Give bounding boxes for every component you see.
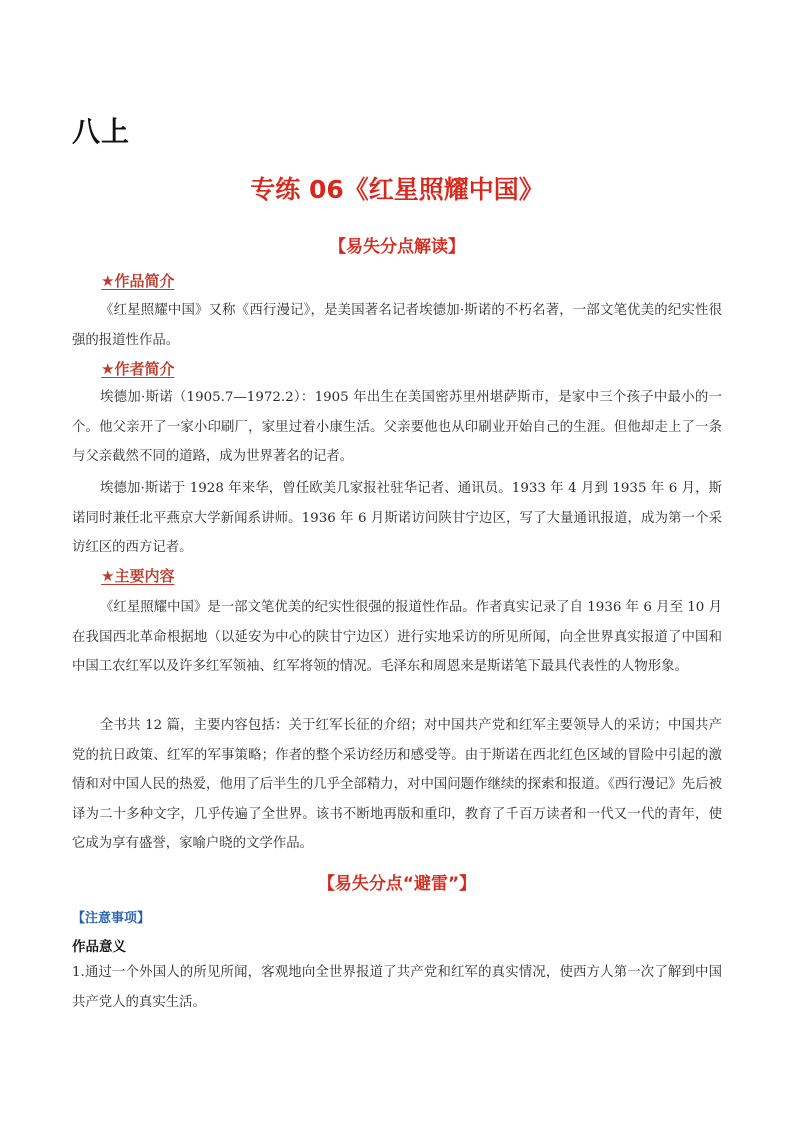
section-heading-avoid: 【易失分点“避雷”】 bbox=[317, 874, 477, 894]
section-heading-analysis: 【易失分点解读】 bbox=[329, 237, 465, 257]
subheading-main-content: ★主要内容 bbox=[101, 567, 175, 585]
paragraph-content-2: 全书共 12 篇，主要内容包括：关于红军长征的介绍；对中国共产党和红军主要领导人的采访；中国共产党的抗日政策、红军的军事策略；作者的整个采访经历和感受等。由于斯诺在西北红色区域的冒险中引起的激情和对中国人民的热爱，他用了后半生的几乎全部精力，对中国问题作继续的探索和报道。《西行漫记》先后被译为二十多种文字，几乎传遍了全世界。该书不断地再版和重印，教育了千百万读者和一代又一代的青年，使它成为享有盛誉，家喻户晓的文学作品。 bbox=[72, 718, 722, 852]
grade-label: 八上 bbox=[72, 115, 131, 148]
notes-label: 【注意事项】 bbox=[72, 911, 151, 926]
subheading-work-intro: ★作品简介 bbox=[101, 272, 175, 290]
significance-item-1: 1.通过一个外国人的所见所闻，客观地向全世界报道了共产党和红军的真实情况，使西方人第一次了解到中国共产党人的真实生活。 bbox=[72, 965, 722, 1010]
paragraph-work-intro: 《红星照耀中国》又称《西行漫记》，是美国著名记者埃德加·斯诺的不朽名著，一部文笔优美的纪实性很强的报道性作品。 bbox=[72, 303, 722, 348]
work-significance-label: 作品意义 bbox=[72, 939, 126, 955]
page-title: 专练 06《红星照耀中国》 bbox=[250, 175, 544, 204]
paragraph-author-2: 埃德加·斯诺于 1928 年来华，曾任欧美几家报社驻华记者、通讯员。1933 年 4 月到 1935 年 6 月，斯诺同时兼任北平燕京大学新闻系讲师。1936 年 6 月斯诺访问陕甘宁边区，写了大量通讯报道，成为第一个采访红区的西方记者。 bbox=[72, 481, 722, 556]
paragraph-content-1: 《红星照耀中国》是一部文笔优美的纪实性很强的报道性作品。作者真实记录了自 1936 年 6 月至 10 月在我国西北革命根据地（以延安为中心的陕甘宁边区）进行实地采访的所见所闻，向全世界真实报道了中国和中国工农红军以及许多红军领袖、红军将领的情况。毛泽东和周恩来是斯诺笔下最具代表性的人物形象。 bbox=[72, 600, 722, 675]
paragraph-author-1: 埃德加·斯诺（1905.7—1972.2）：1905 年出生在美国密苏里州堪萨斯市，是家中三个孩子中最小的一个。他父亲开了一家小印刷厂，家里过着小康生活。父亲要他也从印刷业开始自己的生涯。但他却走上了一条与父亲截然不同的道路，成为世界著名的记者。 bbox=[72, 390, 722, 465]
subheading-author-intro: ★作者简介 bbox=[101, 360, 175, 378]
